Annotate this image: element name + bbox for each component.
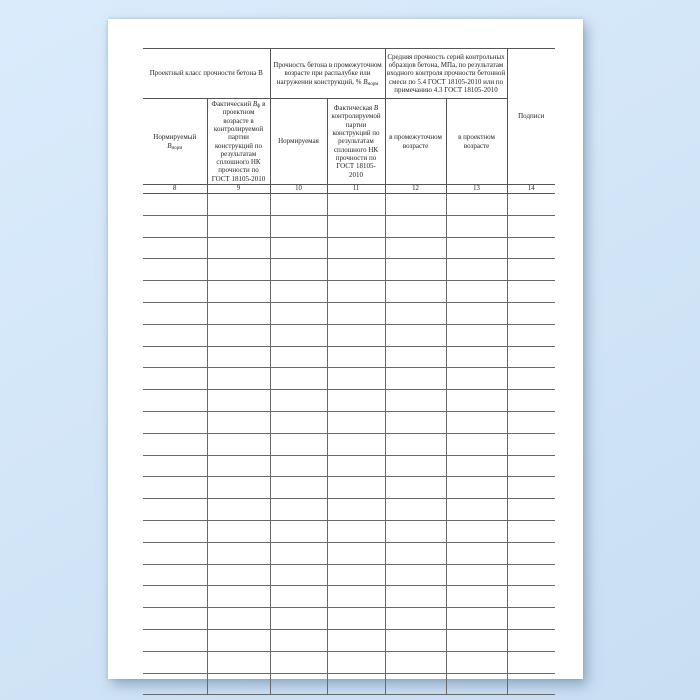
empty-rows (143, 194, 555, 695)
empty-cell (207, 629, 270, 651)
col9-text-after: в проектном возрасте в контролируемой партии конструкций по результатам сплошного НК прочности по ГОСТ 18105-2010 (211, 100, 266, 183)
empty-cell (507, 629, 555, 651)
table-row (143, 237, 555, 259)
header-col11-actual (327, 99, 385, 185)
empty-cell (270, 586, 327, 608)
empty-cell (207, 194, 270, 216)
empty-cell (270, 302, 327, 324)
col8-text: Нормируемый (153, 133, 197, 142)
empty-cell (385, 542, 446, 564)
empty-cell (446, 477, 507, 499)
empty-cell (507, 433, 555, 455)
header-intermediate-text: Прочность бетона в промежуточном возрасте при распалубке или нагружении конструкций, % (273, 61, 382, 86)
empty-cell (207, 477, 270, 499)
empty-cell (207, 542, 270, 564)
empty-cell (143, 411, 207, 433)
empty-cell (385, 586, 446, 608)
header-col10-normed: Нормируемая (270, 99, 327, 185)
empty-cell (270, 608, 327, 630)
table-row (143, 368, 555, 390)
table-row (143, 629, 555, 651)
empty-cell (385, 520, 446, 542)
empty-cell (507, 673, 555, 695)
empty-cell (207, 411, 270, 433)
table-row (143, 433, 555, 455)
table-row (143, 586, 555, 608)
empty-cell (385, 433, 446, 455)
empty-cell (507, 520, 555, 542)
symbol-b-f: В (252, 100, 258, 109)
table-row (143, 411, 555, 433)
empty-cell (507, 194, 555, 216)
empty-cell (270, 259, 327, 281)
column-number: 12 (385, 185, 446, 194)
empty-cell (446, 411, 507, 433)
empty-cell (143, 324, 207, 346)
col11-text: Фактическая (333, 104, 374, 113)
empty-cell (385, 499, 446, 521)
empty-cell (385, 673, 446, 695)
empty-cell (385, 281, 446, 303)
empty-cell (143, 346, 207, 368)
empty-cell (327, 390, 385, 412)
empty-cell (507, 499, 555, 521)
table-row (143, 477, 555, 499)
table-row (143, 520, 555, 542)
table-row (143, 324, 555, 346)
empty-cell (143, 455, 207, 477)
empty-cell (143, 499, 207, 521)
empty-cell (270, 346, 327, 368)
empty-cell (270, 194, 327, 216)
empty-cell (270, 542, 327, 564)
empty-cell (270, 411, 327, 433)
empty-cell (327, 302, 385, 324)
empty-cell (327, 542, 385, 564)
empty-cell (327, 673, 385, 695)
header-intermediate-strength (270, 49, 385, 99)
empty-cell (207, 455, 270, 477)
empty-cell (207, 520, 270, 542)
table-row (143, 302, 555, 324)
empty-cell (143, 564, 207, 586)
table-header (143, 49, 555, 194)
empty-cell (270, 499, 327, 521)
table-row (143, 673, 555, 695)
column-numbers-row (143, 185, 555, 194)
empty-cell (385, 215, 446, 237)
empty-cell (327, 215, 385, 237)
empty-cell (143, 259, 207, 281)
header-row-1 (143, 49, 555, 99)
empty-cell (446, 346, 507, 368)
table-row (143, 564, 555, 586)
header-design-class: Проектный класс прочности бетона В (143, 49, 270, 99)
empty-cell (446, 586, 507, 608)
empty-cell (327, 499, 385, 521)
table-row (143, 194, 555, 216)
empty-cell (385, 194, 446, 216)
empty-cell (507, 542, 555, 564)
column-number: 8 (143, 185, 207, 194)
empty-cell (446, 520, 507, 542)
col9-text: Фактический (211, 100, 253, 109)
empty-cell (385, 324, 446, 346)
empty-cell (143, 542, 207, 564)
empty-cell (327, 411, 385, 433)
col11-text-after: контролируемой партии конструкций по результатам сплошного НК прочности по ГОСТ 18105-2010 (331, 112, 381, 179)
empty-cell (385, 302, 446, 324)
empty-cell (507, 608, 555, 630)
empty-cell (507, 259, 555, 281)
empty-cell (385, 237, 446, 259)
empty-cell (207, 673, 270, 695)
empty-cell (385, 390, 446, 412)
empty-cell (385, 259, 446, 281)
empty-cell (270, 629, 327, 651)
empty-cell (507, 302, 555, 324)
header-col12-intermediate-age: в промежуточном возрасте (385, 99, 446, 185)
table-row (143, 651, 555, 673)
empty-cell (327, 281, 385, 303)
empty-cell (327, 564, 385, 586)
empty-cell (143, 673, 207, 695)
empty-cell (143, 433, 207, 455)
table-row (143, 281, 555, 303)
column-number: 13 (446, 185, 507, 194)
empty-cell (270, 433, 327, 455)
empty-cell (270, 390, 327, 412)
empty-cell (143, 281, 207, 303)
header-col9-actual (207, 99, 270, 185)
column-number: 9 (207, 185, 270, 194)
table-row (143, 499, 555, 521)
empty-cell (327, 368, 385, 390)
empty-cell (507, 237, 555, 259)
empty-cell (327, 346, 385, 368)
concrete-strength-table (143, 48, 555, 695)
empty-cell (446, 564, 507, 586)
symbol-b-f-subscript: ф (257, 104, 261, 110)
empty-cell (507, 368, 555, 390)
empty-cell (446, 673, 507, 695)
empty-cell (385, 455, 446, 477)
empty-cell (446, 281, 507, 303)
empty-cell (327, 586, 385, 608)
empty-cell (270, 673, 327, 695)
column-number: 10 (270, 185, 327, 194)
empty-cell (207, 564, 270, 586)
table-row (143, 259, 555, 281)
header-average-strength: Средняя прочность серий контрольных образцов бетона, МПа, по результатам входного контроля прочности бетонной смеси по 5.4 ГОСТ 18105-2010 или по примечанию 4.3 ГОСТ 18105-2010 (385, 49, 507, 99)
empty-cell (507, 586, 555, 608)
empty-cell (207, 368, 270, 390)
empty-cell (327, 259, 385, 281)
empty-cell (507, 477, 555, 499)
table-row (143, 346, 555, 368)
empty-cell (446, 302, 507, 324)
empty-cell (385, 411, 446, 433)
empty-cell (385, 651, 446, 673)
symbol-b-norm: В (167, 141, 172, 150)
symbol-b-subscript: норм (367, 81, 379, 87)
empty-cell (143, 477, 207, 499)
table-row (143, 608, 555, 630)
empty-cell (446, 237, 507, 259)
table-row (143, 542, 555, 564)
empty-cell (143, 215, 207, 237)
document-page (108, 19, 583, 679)
empty-cell (143, 194, 207, 216)
empty-cell (270, 564, 327, 586)
empty-cell (327, 629, 385, 651)
header-col13-design-age: в проектном возрасте (446, 99, 507, 185)
empty-cell (143, 302, 207, 324)
empty-cell (446, 324, 507, 346)
empty-cell (270, 651, 327, 673)
empty-cell (270, 368, 327, 390)
symbol-b-actual: В (373, 104, 379, 113)
empty-cell (270, 477, 327, 499)
column-number: 14 (507, 185, 555, 194)
empty-cell (143, 629, 207, 651)
empty-cell (446, 455, 507, 477)
empty-cell (143, 586, 207, 608)
empty-cell (270, 215, 327, 237)
empty-cell (446, 542, 507, 564)
empty-cell (327, 520, 385, 542)
empty-cell (446, 651, 507, 673)
empty-cell (270, 237, 327, 259)
empty-cell (143, 651, 207, 673)
table-row (143, 390, 555, 412)
empty-cell (207, 651, 270, 673)
column-number: 11 (327, 185, 385, 194)
empty-cell (327, 194, 385, 216)
header-signatures: Подписи (507, 49, 555, 185)
empty-cell (385, 564, 446, 586)
empty-cell (446, 608, 507, 630)
empty-cell (207, 586, 270, 608)
empty-cell (143, 390, 207, 412)
empty-cell (327, 324, 385, 346)
empty-cell (207, 215, 270, 237)
empty-cell (327, 433, 385, 455)
empty-cell (327, 477, 385, 499)
empty-cell (207, 281, 270, 303)
empty-cell (507, 390, 555, 412)
empty-cell (327, 651, 385, 673)
empty-cell (446, 259, 507, 281)
empty-cell (385, 346, 446, 368)
empty-cell (270, 281, 327, 303)
empty-cell (207, 390, 270, 412)
table-row (143, 215, 555, 237)
empty-cell (385, 629, 446, 651)
empty-cell (385, 368, 446, 390)
empty-cell (507, 324, 555, 346)
empty-cell (507, 215, 555, 237)
empty-cell (270, 324, 327, 346)
empty-cell (327, 455, 385, 477)
empty-cell (207, 433, 270, 455)
empty-cell (446, 390, 507, 412)
empty-cell (207, 302, 270, 324)
empty-cell (207, 499, 270, 521)
empty-cell (446, 499, 507, 521)
empty-cell (143, 520, 207, 542)
empty-cell (207, 324, 270, 346)
empty-cell (507, 411, 555, 433)
empty-cell (507, 564, 555, 586)
table-row (143, 455, 555, 477)
empty-cell (385, 477, 446, 499)
empty-cell (385, 608, 446, 630)
empty-cell (327, 237, 385, 259)
empty-cell (446, 433, 507, 455)
empty-cell (507, 281, 555, 303)
empty-cell (507, 346, 555, 368)
empty-cell (327, 608, 385, 630)
empty-cell (446, 194, 507, 216)
symbol-b: В (363, 77, 368, 86)
empty-cell (446, 368, 507, 390)
header-col8-normed (143, 99, 207, 185)
symbol-b-norm-subscript: норм (171, 145, 183, 151)
empty-cell (207, 608, 270, 630)
empty-cell (207, 346, 270, 368)
empty-cell (446, 629, 507, 651)
empty-cell (207, 259, 270, 281)
header-row-2 (143, 99, 555, 185)
empty-cell (507, 651, 555, 673)
empty-cell (446, 215, 507, 237)
empty-cell (143, 237, 207, 259)
empty-cell (143, 608, 207, 630)
empty-cell (270, 455, 327, 477)
empty-cell (270, 520, 327, 542)
empty-cell (143, 368, 207, 390)
empty-cell (507, 455, 555, 477)
empty-cell (207, 237, 270, 259)
